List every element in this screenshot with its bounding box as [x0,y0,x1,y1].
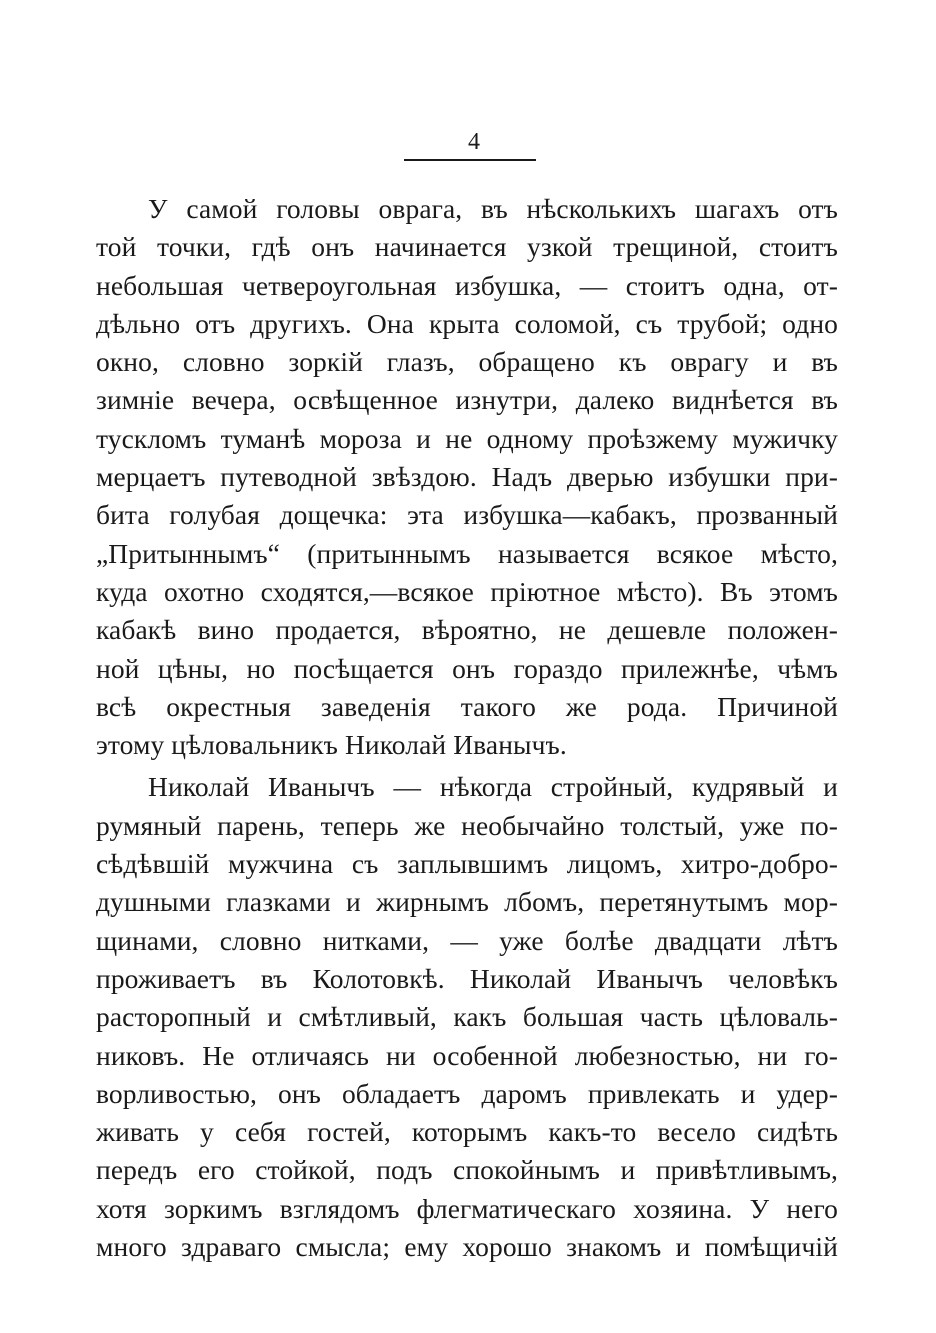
text-line: бита голубая дощечка: эта избушка—кабакъ, прозванный [96,499,838,531]
text-line: зимніе вечера, освѣщенное изнутри, далеко виднѣется въ [96,384,838,416]
text-line: мерцаетъ путеводной звѣздою. Надъ дверью избушки при- [96,461,838,493]
page-number: 4 [468,129,480,155]
text-line: живать у себя гостей, которымъ какъ-то весело сидѣть [96,1116,838,1148]
text-line: передъ его стойкой, подъ спокойнымъ и привѣтливымъ, [96,1154,838,1186]
text-line: „Притыннымъ“ (притыннымъ называется всякое мѣсто, [96,537,838,569]
text-line: румяный парень, теперь же необычайно толстый, уже по- [96,809,838,841]
text-line: никовъ. Не отличаясь ни особенной любезностью, ни го- [96,1039,838,1071]
text-line: расторопный и смѣтливый, какъ большая часть цѣловаль- [96,1001,838,1033]
body-text [96,190,838,1266]
text-line: много здраваго смысла; ему хорошо знакомъ и помѣщичій [96,1231,838,1263]
text-line: сѣдѣвшій мужчина съ заплывшимъ лицомъ, хитро-добро- [96,848,838,880]
text-line: хотя зоркимъ взглядомъ флегматическаго хозяина. У него [96,1192,838,1224]
text-line: У самой головы оврага, въ нѣсколькихъ шагахъ отъ [148,193,838,224]
paragraph-2 [96,768,838,1266]
text-line: душными глазками и жирнымъ лбомъ, перетянутымъ мор- [96,886,838,918]
text-line: окно, словно зоркій глазъ, обращено къ оврагу и въ [96,346,838,378]
text-line: всѣ окрестныя заведенія такого же рода. Причиной [96,690,838,722]
text-line: куда охотно сходятся,—всякое пріютное мѣсто). Въ этомъ [96,575,838,607]
text-line: кабакѣ вино продается, вѣроятно, не дешевле положен- [96,614,838,646]
text-line: тускломъ туманѣ мороза и не одному проѣзжему мужичку [96,422,838,454]
paragraph-1 [96,190,838,764]
page-number-rule [404,159,536,161]
text-line: ной цѣны, но посѣщается онъ гораздо прилежнѣе, чѣмъ [96,652,838,684]
text-line: той точки, гдѣ онъ начинается узкой трещиной, стоитъ [96,231,838,263]
text-line: проживаетъ въ Колотовкѣ. Николай Иванычъ человѣкъ [96,962,838,994]
text-line: этому цѣловальникъ Николай Иванычъ. [96,729,567,761]
text-line: ворливостью, онъ обладаетъ даромъ привлекать и удер- [96,1077,838,1109]
text-line: Николай Иванычъ — нѣкогда стройный, кудрявый и [148,771,838,803]
text-line: дѣльно отъ другихъ. Она крыта соломой, съ трубой; одно [96,307,838,339]
text-line: щинами, словно нитками, — уже болѣе двадцати лѣтъ [96,924,838,956]
text-line: небольшая четвероугольная избушка, — стоитъ одна, от- [96,269,838,301]
